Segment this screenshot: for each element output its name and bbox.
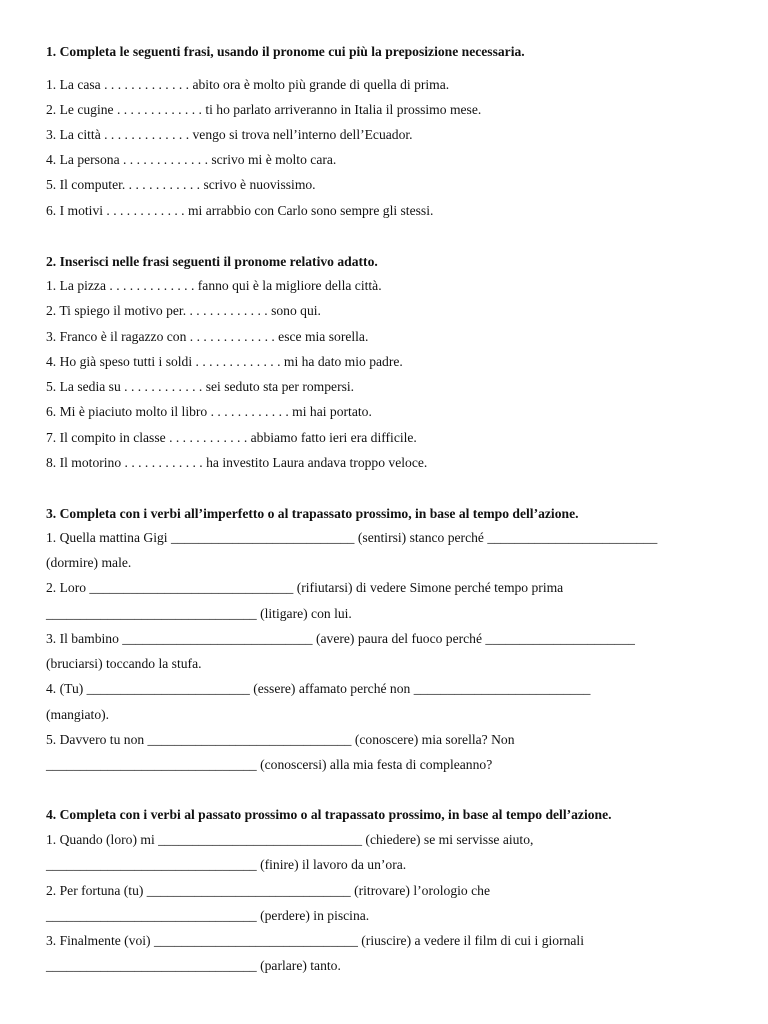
section-4-line-4: _______________________________ (perdere) in piscina. [46, 908, 370, 923]
section-3-line-3: 2. Loro ______________________________ (rifiutarsi) di vedere Simone perché tempo prima [46, 580, 564, 595]
section-3-line-2: (dormire) male. [46, 555, 132, 570]
section-3-line-6: (bruciarsi) toccando la stufa. [46, 656, 202, 671]
section-2-line-1: 1. La pizza . . . . . . . . . . . . . fanno qui è la migliore della città. [46, 278, 382, 293]
section-3-line-9: 5. Davvero tu non ______________________________ (conoscere) mia sorella? Non [46, 732, 515, 747]
section-4-line-1: 1. Quando (loro) mi ______________________________ (chiedere) se mi servisse aiuto, [46, 832, 534, 847]
section-1-line-3: 3. La città . . . . . . . . . . . . . vengo si trova nell’interno dell’Ecuador. [46, 127, 413, 142]
section-3-line-10: _______________________________ (conoscersi) alla mia festa di compleanno? [46, 757, 493, 772]
section-2-line-6: 6. Mi è piaciuto molto il libro . . . . . . . . . . . . mi hai portato. [46, 404, 372, 419]
section-2-title: 2. Inserisci nelle frasi seguenti il pronome relativo adatto. [46, 254, 378, 269]
section-3-title: 3. Completa con i verbi all’imperfetto o al trapassato prossimo, in base al tempo dell’azione. [46, 506, 579, 521]
section-3-line-8: (mangiato). [46, 707, 110, 722]
section-1-line-5: 5. Il computer. . . . . . . . . . . . scrivo è nuovissimo. [46, 177, 316, 192]
section-4-line-5: 3. Finalmente (voi) ______________________________ (riuscire) a vedere il film di cui i giornali [46, 933, 584, 948]
section-4-title: 4. Completa con i verbi al passato prossimo o al trapassato prossimo, in base al tempo dell’azione. [46, 807, 612, 822]
section-2-line-3: 3. Franco è il ragazzo con . . . . . . . . . . . . . esce mia sorella. [46, 329, 369, 344]
section-2-line-7: 7. Il compito in classe . . . . . . . . . . . . abbiamo fatto ieri era difficile. [46, 430, 417, 445]
section-2-line-2: 2. Ti spiego il motivo per. . . . . . . . . . . . . sono qui. [46, 303, 321, 318]
section-3-line-1: 1. Quella mattina Gigi ___________________________ (sentirsi) stanco perché _________________________ [46, 530, 658, 545]
section-4-line-2: _______________________________ (finire) il lavoro da un’ora. [46, 857, 407, 872]
section-1-line-6: 6. I motivi . . . . . . . . . . . . mi arrabbio con Carlo sono sempre gli stessi. [46, 203, 434, 218]
section-1-title: 1. Completa le seguenti frasi, usando il pronome cui più la preposizione necessaria. [46, 44, 525, 59]
section-1-line-4: 4. La persona . . . . . . . . . . . . . scrivo mi è molto cara. [46, 152, 337, 167]
section-3-line-5: 3. Il bambino ____________________________ (avere) paura del fuoco perché ______________________ [46, 631, 635, 646]
section-1-line-1: 1. La casa . . . . . . . . . . . . . abito ora è molto più grande di quella di prima. [46, 77, 450, 92]
section-2-line-5: 5. La sedia su . . . . . . . . . . . . sei seduto sta per rompersi. [46, 379, 355, 394]
section-3-line-4: _______________________________ (litigare) con lui. [46, 606, 352, 621]
section-4-line-6: _______________________________ (parlare) tanto. [46, 958, 341, 973]
section-4-line-3: 2. Per fortuna (tu) ______________________________ (ritrovare) l’orologio che [46, 883, 490, 898]
section-3-line-7: 4. (Tu) ________________________ (essere) affamato perché non __________________________ [46, 681, 591, 696]
section-2-line-8: 8. Il motorino . . . . . . . . . . . . ha investito Laura andava troppo veloce. [46, 455, 428, 470]
section-2-line-4: 4. Ho già speso tutti i soldi . . . . . . . . . . . . . mi ha dato mio padre. [46, 354, 403, 369]
section-1-line-2: 2. Le cugine . . . . . . . . . . . . . ti ho parlato arriveranno in Italia il prossimo mese. [46, 102, 482, 117]
